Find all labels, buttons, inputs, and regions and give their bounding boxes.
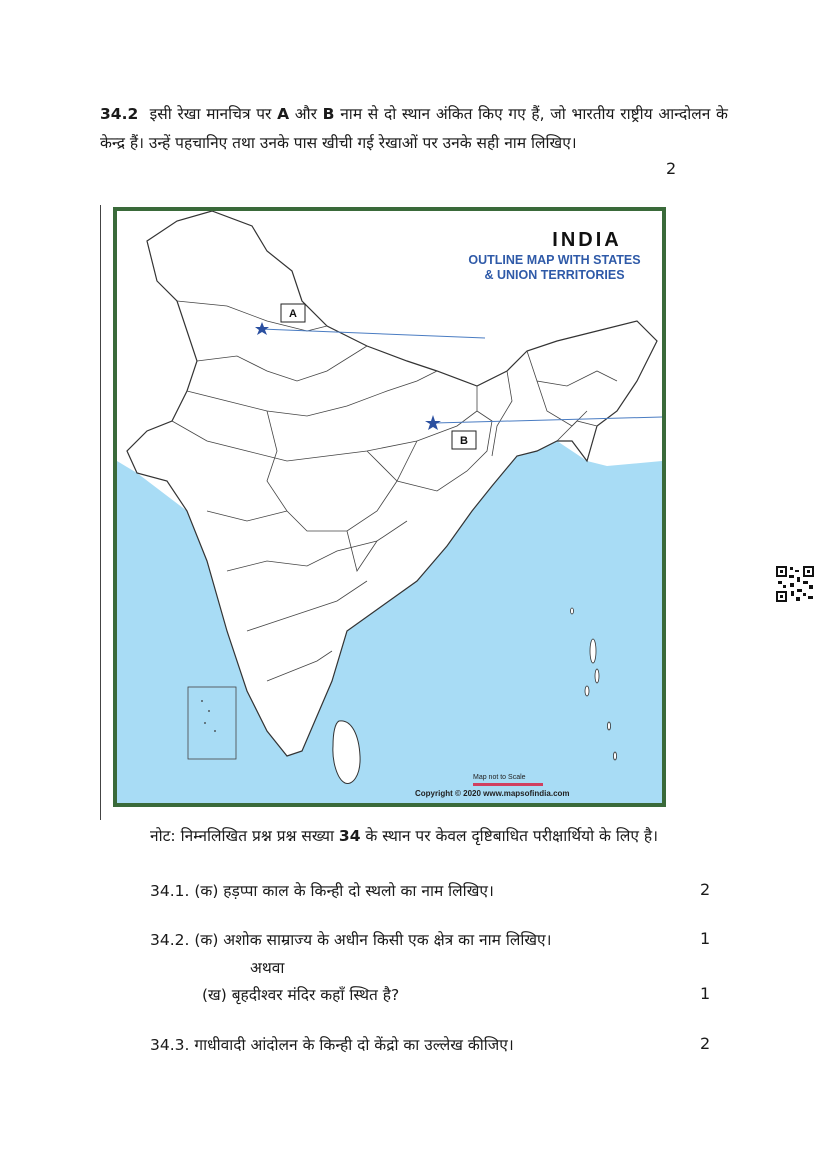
map-not-to-scale: Map not to Scale bbox=[473, 774, 526, 781]
question-marks: 2 bbox=[666, 159, 677, 178]
label-b: B bbox=[322, 105, 335, 123]
label-a: A bbox=[277, 105, 290, 123]
note-text bbox=[150, 822, 725, 851]
india-map-frame bbox=[113, 207, 666, 807]
sub-question-34-1: 34.1. (क) हड़प्पा काल के किन्ही दो स्थलो का नाम लिखिए। bbox=[150, 882, 494, 900]
question-text-part1: इसी रेखा मानचित्र पर bbox=[149, 105, 272, 123]
sub-question-34-2-kha-marks: 1 bbox=[700, 984, 711, 1003]
sub-question-34-3-marks: 2 bbox=[700, 1034, 711, 1053]
map-subtitle-line2: & UNION TERRITORIES bbox=[484, 268, 625, 282]
sub-question-34-2-kha: (ख) बृहदीश्‍वर मंदिर कहाँ स्थित है? bbox=[202, 986, 400, 1004]
scale-bar bbox=[473, 783, 543, 786]
marker-b-label: B bbox=[460, 435, 468, 447]
question-aur: और bbox=[294, 105, 317, 123]
left-rule bbox=[100, 205, 101, 820]
sub-question-34-2-marks: 1 bbox=[700, 929, 711, 948]
question-text-part2: नाम से दो स्थान अंकित किए गए हैं, जो भारतीय राष्ट्रीय आन्दोलन के केन्द्र हैं। उन्हें पहचानिए तथा उनके पास खीची गई रेखाओं पर उनके सही नाम लिखिए। bbox=[100, 105, 728, 152]
sub-question-34-1-marks: 2 bbox=[700, 880, 711, 899]
question-34-2-text bbox=[100, 100, 728, 158]
sub-question-34-3: 34.3. गाधीवादी आंदोलन के किन्ही दो केंद्रो का उल्लेख कीजिए। bbox=[150, 1036, 514, 1054]
marker-a-label: A bbox=[289, 308, 297, 320]
question-number: 34.2 bbox=[100, 105, 139, 123]
sub-question-or: अथवा bbox=[250, 959, 285, 977]
map-copyright: Copyright © 2020 www.mapsofindia.com bbox=[415, 789, 570, 798]
map-title: INDIA bbox=[552, 229, 622, 251]
india-outline-map bbox=[117, 211, 662, 803]
note-before: नोट: निम्नलिखित प्रश्न प्रश्न सख्या bbox=[150, 827, 334, 845]
note-number: 34 bbox=[338, 827, 361, 845]
india-map bbox=[117, 211, 662, 803]
map-subtitle-line1: OUTLINE MAP WITH STATES bbox=[468, 253, 641, 267]
note-after: के स्थान पर केवल दृष्टिबाधित परीक्षार्थियो के लिए है। bbox=[365, 827, 659, 845]
qr-code bbox=[775, 565, 815, 603]
map-subtitle bbox=[447, 253, 662, 283]
sub-question-34-2: 34.2. (क) अशोक साम्राज्य के अधीन किसी एक क्षेत्र का नाम लिखिए। bbox=[150, 931, 552, 949]
